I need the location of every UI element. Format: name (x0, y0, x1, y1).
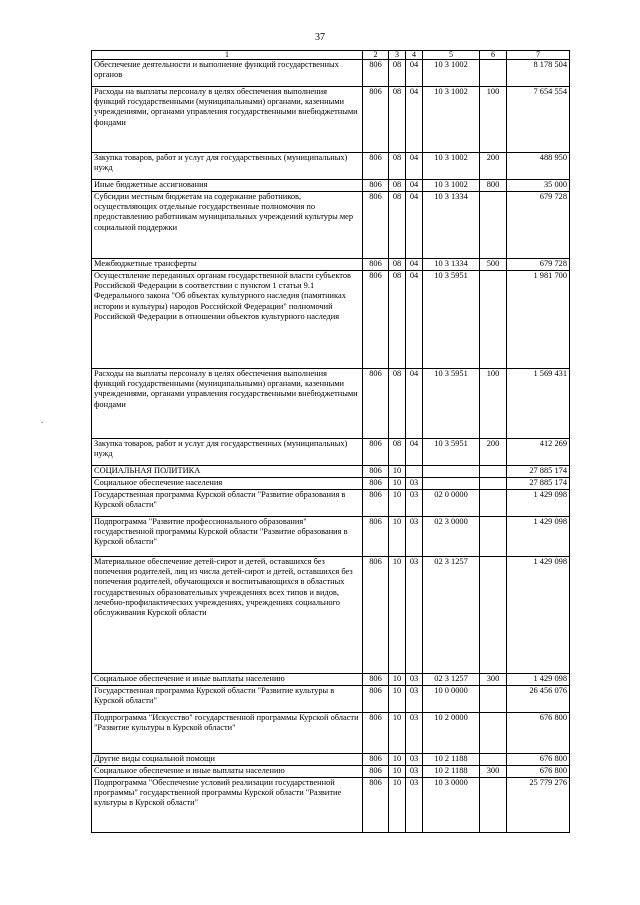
table-row (92, 674, 570, 686)
line-item-name: Расходы на выплаты персоналу в целях обеспечения выполнения функций государственными (муниципальными) органами, казенными учреждениями, органами управления государственными внебюджетными фондами (92, 369, 363, 439)
section-code: 10 (389, 517, 406, 557)
subsection-code: 04 (406, 259, 423, 271)
subsection-code: 03 (406, 778, 423, 833)
line-item-name: Социальное обеспечение населения (92, 478, 363, 490)
section-code: 10 (389, 478, 406, 490)
column-header: 4 (406, 51, 423, 60)
table-row (92, 754, 570, 766)
table-row (92, 778, 570, 833)
line-item-name: Закупка товаров, работ и услуг для государственных (муниципальных) нужд (92, 153, 363, 180)
subsection-code: 04 (406, 192, 423, 259)
amount: 27 885 174 (507, 466, 570, 478)
amount: 8 178 504 (507, 60, 570, 87)
line-item-name: Межбюджетные трансферты (92, 259, 363, 271)
target-item-code: 10 2 0000 (423, 713, 480, 754)
amount: 1 429 098 (507, 490, 570, 517)
scan-speck: . (41, 416, 43, 425)
target-item-code: 10 3 1002 (423, 153, 480, 180)
section-code: 10 (389, 490, 406, 517)
amount: 35 000 (507, 180, 570, 192)
expense-type-code (480, 517, 507, 557)
table-row (92, 60, 570, 87)
section-code: 08 (389, 87, 406, 153)
section-code: 08 (389, 153, 406, 180)
subsection-code: 04 (406, 369, 423, 439)
section-code: 08 (389, 271, 406, 369)
table-row (92, 192, 570, 259)
section-code: 10 (389, 754, 406, 766)
line-item-name: Подпрограмма "Искусство" государственной программы Курской области "Развитие культуры в Курской области" (92, 713, 363, 754)
amount: 676 800 (507, 754, 570, 766)
line-item-name: Другие виды социальной помощи (92, 754, 363, 766)
expense-type-code (480, 713, 507, 754)
table-row (92, 369, 570, 439)
section-code: 10 (389, 713, 406, 754)
expense-type-code: 100 (480, 87, 507, 153)
section-code: 08 (389, 192, 406, 259)
target-item-code: 10 3 0000 (423, 778, 480, 833)
section-code: 08 (389, 369, 406, 439)
subsection-code: 03 (406, 490, 423, 517)
line-item-name: СОЦИАЛЬНАЯ ПОЛИТИКА (92, 466, 363, 478)
line-item-name: Обеспечение деятельности и выполнение функций государственных органов (92, 60, 363, 87)
expense-type-code (480, 778, 507, 833)
amount: 676 800 (507, 713, 570, 754)
ministry-code: 806 (363, 180, 389, 192)
subsection-code: 04 (406, 60, 423, 87)
section-code: 10 (389, 557, 406, 674)
ministry-code: 806 (363, 439, 389, 466)
ministry-code: 806 (363, 259, 389, 271)
ministry-code: 806 (363, 369, 389, 439)
line-item-name: Закупка товаров, работ и услуг для государственных (муниципальных) нужд (92, 439, 363, 466)
section-code: 10 (389, 766, 406, 778)
line-item-name: Осуществление переданных органам государственной власти субъектов Российской Федерации в соответствии с пунктом 1 статьи 9.1 Федерального закона "Об объектах культурного наследия (памятниках истории и культуры) народов Российской Федерации" полномочий Российской Федерации в отношении объектов культурного наследия (92, 271, 363, 369)
ministry-code: 806 (363, 686, 389, 713)
ministry-code: 806 (363, 153, 389, 180)
ministry-code: 806 (363, 271, 389, 369)
subsection-code: 03 (406, 766, 423, 778)
target-item-code: 10 2 1188 (423, 766, 480, 778)
expense-type-code (480, 60, 507, 87)
page-number: 37 (315, 32, 325, 43)
expense-type-code (480, 271, 507, 369)
subsection-code: 04 (406, 180, 423, 192)
ministry-code: 806 (363, 490, 389, 517)
column-header: 7 (507, 51, 570, 60)
amount: 7 654 554 (507, 87, 570, 153)
amount: 679 728 (507, 259, 570, 271)
budget-table-body (92, 51, 570, 833)
table-row (92, 478, 570, 490)
subsection-code: 03 (406, 557, 423, 674)
expense-type-code (480, 557, 507, 674)
table-row (92, 271, 570, 369)
expense-type-code (480, 478, 507, 490)
expense-type-code: 100 (480, 369, 507, 439)
section-code: 08 (389, 60, 406, 87)
section-code: 08 (389, 180, 406, 192)
subsection-code: 03 (406, 713, 423, 754)
ministry-code: 806 (363, 60, 389, 87)
table-row (92, 466, 570, 478)
ministry-code: 806 (363, 766, 389, 778)
ministry-code: 806 (363, 674, 389, 686)
target-item-code (423, 478, 480, 490)
target-item-code: 10 3 5951 (423, 439, 480, 466)
amount: 676 800 (507, 766, 570, 778)
target-item-code: 10 3 5951 (423, 271, 480, 369)
target-item-code: 02 3 1257 (423, 557, 480, 674)
section-code: 08 (389, 259, 406, 271)
section-code: 10 (389, 778, 406, 833)
amount: 1 429 098 (507, 557, 570, 674)
ministry-code: 806 (363, 87, 389, 153)
expense-type-code (480, 466, 507, 478)
table-row (92, 439, 570, 466)
target-item-code: 02 0 0000 (423, 490, 480, 517)
subsection-code: 03 (406, 478, 423, 490)
target-item-code (423, 466, 480, 478)
expense-type-code (480, 686, 507, 713)
expense-type-code: 300 (480, 674, 507, 686)
expense-type-code: 200 (480, 439, 507, 466)
ministry-code: 806 (363, 478, 389, 490)
expense-type-code (480, 754, 507, 766)
expense-type-code (480, 490, 507, 517)
subsection-code: 04 (406, 271, 423, 369)
subsection-code: 04 (406, 87, 423, 153)
subsection-code (406, 466, 423, 478)
subsection-code: 03 (406, 517, 423, 557)
table-row (92, 557, 570, 674)
amount: 1 569 431 (507, 369, 570, 439)
amount: 27 885 174 (507, 478, 570, 490)
line-item-name: Государственная программа Курской области "Развитие образования в Курской области" (92, 490, 363, 517)
column-header-row (92, 51, 570, 60)
amount: 26 456 076 (507, 686, 570, 713)
target-item-code: 10 3 1002 (423, 87, 480, 153)
column-header: 6 (480, 51, 507, 60)
line-item-name: Субсидии местным бюджетам на содержание работников, осуществляющих отдельные государственные полномочия по предоставлению работникам муниципальных учреждений культуры мер социальной поддержки (92, 192, 363, 259)
subsection-code: 04 (406, 439, 423, 466)
section-code: 10 (389, 674, 406, 686)
table-row (92, 259, 570, 271)
target-item-code: 10 2 1188 (423, 754, 480, 766)
table-row (92, 153, 570, 180)
amount: 1 429 098 (507, 674, 570, 686)
ministry-code: 806 (363, 192, 389, 259)
expense-type-code (480, 192, 507, 259)
target-item-code: 10 0 0000 (423, 686, 480, 713)
column-header: 2 (363, 51, 389, 60)
target-item-code: 02 3 1257 (423, 674, 480, 686)
subsection-code: 03 (406, 686, 423, 713)
subsection-code: 03 (406, 754, 423, 766)
ministry-code: 806 (363, 713, 389, 754)
ministry-code: 806 (363, 517, 389, 557)
budget-table (91, 50, 570, 833)
section-code: 10 (389, 466, 406, 478)
table-row (92, 713, 570, 754)
expense-type-code: 200 (480, 153, 507, 180)
line-item-name: Расходы на выплаты персоналу в целях обеспечения выполнения функций государственными (муниципальными) органами, казенными учреждениями, органами управления государственными внебюджетными фондами (92, 87, 363, 153)
subsection-code: 04 (406, 153, 423, 180)
ministry-code: 806 (363, 466, 389, 478)
target-item-code: 10 3 5951 (423, 369, 480, 439)
table-row (92, 180, 570, 192)
column-header: 1 (92, 51, 363, 60)
section-code: 08 (389, 439, 406, 466)
target-item-code: 10 3 1002 (423, 180, 480, 192)
section-code: 10 (389, 686, 406, 713)
column-header: 3 (389, 51, 406, 60)
amount: 25 779 276 (507, 778, 570, 833)
table-row (92, 766, 570, 778)
expense-type-code: 500 (480, 259, 507, 271)
table-row (92, 517, 570, 557)
line-item-name: Иные бюджетные ассигнования (92, 180, 363, 192)
target-item-code: 10 3 1334 (423, 192, 480, 259)
line-item-name: Подпрограмма "Развитие профессионального образования" государственной программы Курской области "Развитие образования в Курской области" (92, 517, 363, 557)
target-item-code: 10 3 1002 (423, 60, 480, 87)
table-row (92, 490, 570, 517)
amount: 488 950 (507, 153, 570, 180)
line-item-name: Социальное обеспечение и иные выплаты населению (92, 766, 363, 778)
line-item-name: Государственная программа Курской области "Развитие культуры в Курской области" (92, 686, 363, 713)
subsection-code: 03 (406, 674, 423, 686)
amount: 1 981 700 (507, 271, 570, 369)
line-item-name: Материальное обеспечение детей-сирот и детей, оставшихся без попечения родителей, лиц из числа детей-сирот и детей, оставшихся без попечения родителей, обучающихся и воспитывающихся в областных государственных образовательных учреждениях всех типов и видов, лечебно-профилактических учреждениях, учреждениях социального обслуживания Курской области (92, 557, 363, 674)
table-row (92, 87, 570, 153)
line-item-name: Социальное обеспечение и иные выплаты населению (92, 674, 363, 686)
ministry-code: 806 (363, 754, 389, 766)
ministry-code: 806 (363, 557, 389, 674)
column-header: 5 (423, 51, 480, 60)
amount: 679 728 (507, 192, 570, 259)
amount: 412 269 (507, 439, 570, 466)
amount: 1 429 098 (507, 517, 570, 557)
table-row (92, 686, 570, 713)
ministry-code: 806 (363, 778, 389, 833)
line-item-name: Подпрограмма "Обеспечение условий реализации государственной программы" государственной программы Курской области "Развитие культуры в Курской области" (92, 778, 363, 833)
expense-type-code: 300 (480, 766, 507, 778)
expense-type-code: 800 (480, 180, 507, 192)
target-item-code: 02 3 0000 (423, 517, 480, 557)
target-item-code: 10 3 1334 (423, 259, 480, 271)
